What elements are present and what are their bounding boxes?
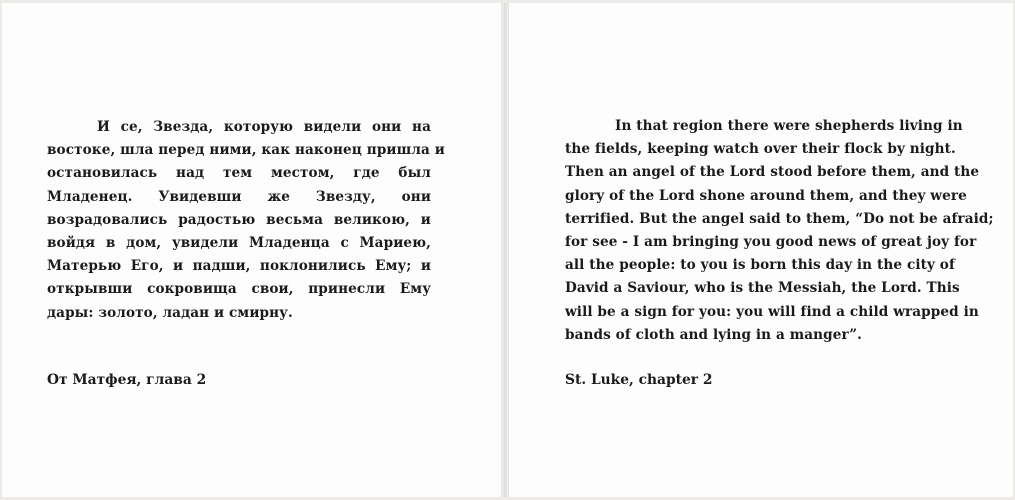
text-line: остановилась над тем местом, где был [47,165,431,182]
text-line: Матерью Его, и падши, поклонились Ему; и [47,258,431,275]
right-page [508,3,1013,497]
text-line: И се, Звезда, которую видели они на [97,119,431,135]
text-line: востоке, шла перед ними, как наконец пришла и [47,142,445,159]
text-line: войдя в дом, увидели Младенца с Мариею, [47,235,431,252]
russian-citation: От Матфея, глава 2 [47,372,207,388]
text-line: дары: золото, ладан и смирну. [47,304,293,321]
text-line: открывши сокровища свои, принесли Ему [47,281,431,298]
text-line: In that region there were shepherds living in [615,118,963,134]
text-line: Then an angel of the Lord stood before them, and the [565,164,980,181]
text-line: the fields, keeping watch over their flock by night. [565,141,956,158]
english-citation: St. Luke, chapter 2 [565,372,713,388]
text-line: glory of the Lord shone around them, and they were [565,187,967,204]
text-line: will be a sign for you: you will find a child wrapped in [565,303,979,320]
text-line: Младенец. Увидевши же Звезду, они [47,188,431,205]
russian-verse-text [47,116,445,325]
english-verse-text [565,115,994,347]
text-line: for see - I am bringing you good news of great joy for [565,234,977,251]
left-page [2,3,502,497]
text-line: возрадовались радостью весьма великою, и [47,211,431,228]
text-line: terrified. But the angel said to them, “Do not be afraid; [565,210,994,227]
text-line: bands of cloth and lying in a manger”. [565,326,862,343]
text-line: David a Saviour, who is the Messiah, the Lord. This [565,280,960,297]
text-line: all the people: to you is born this day in the city of [565,257,955,274]
